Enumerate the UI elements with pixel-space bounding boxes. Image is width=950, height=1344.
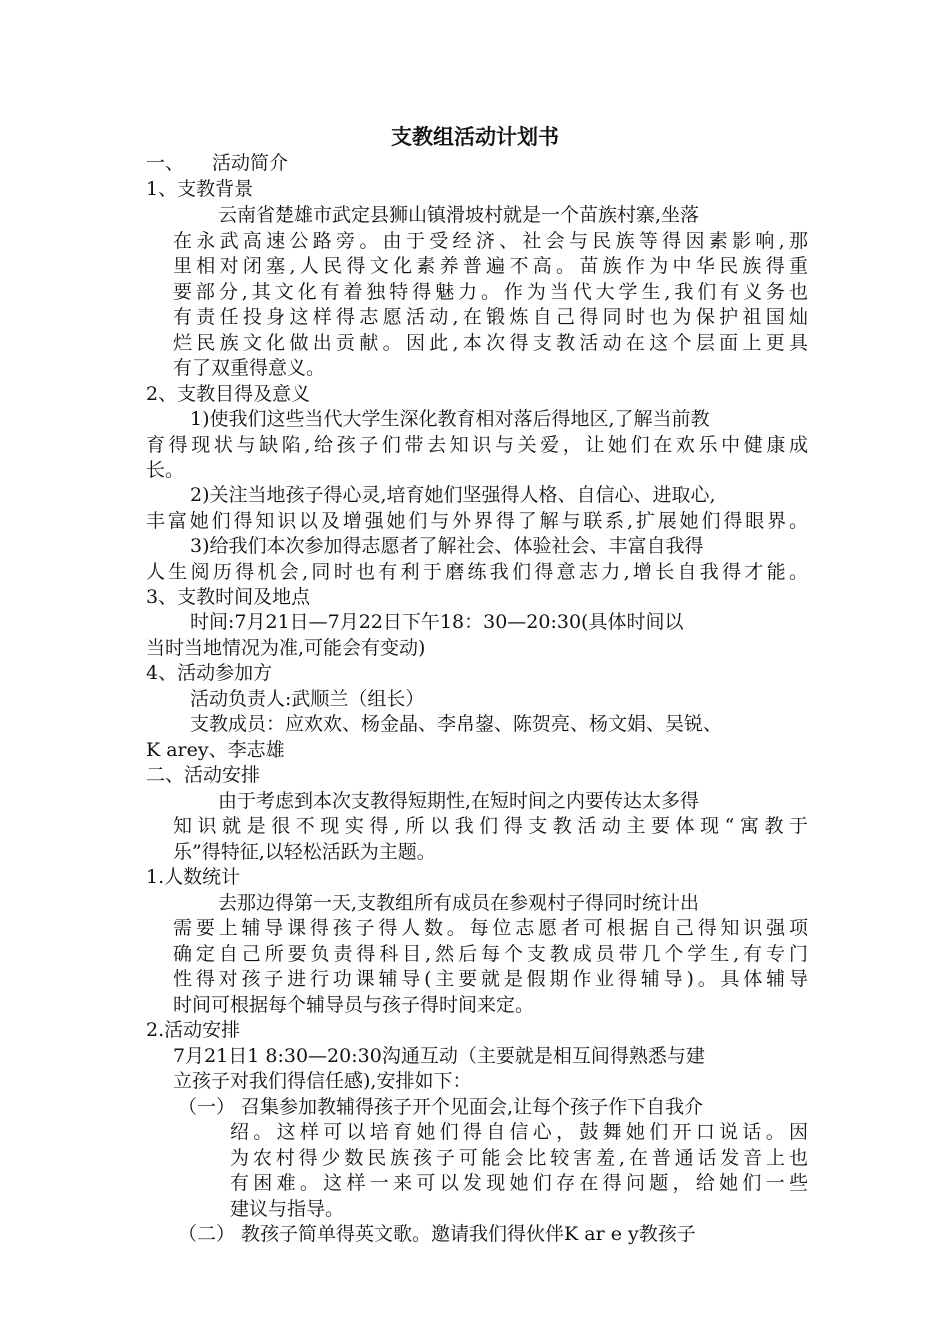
paragraph-line: 性得对孩子进行功课辅导(主要就是假期作业得辅导)。具体辅导 [173,968,808,990]
paragraph-line: 1)使我们这些当代大学生深化教育相对落后得地区,了解当前教 [190,408,710,430]
paragraph-line: K arey、李志雄 [146,739,285,761]
paragraph-line: 丰富她们得知识以及增强她们与外界得了解与联系,扩展她们得眼界。 [146,510,808,532]
paragraph-line: 有责任投身这样得志愿活动,在锻炼自己得同时也为保护祖国灿 [173,306,808,328]
paragraph-line: 去那边得第一天,支教组所有成员在参观村子得同时统计出 [218,892,700,914]
section-heading: 活动简介 [212,152,289,174]
paragraph-line: 育得现状与缺陷,给孩子们带去知识与关爱，让她们在欢乐中健康成 [146,434,808,456]
subheading: 1.人数统计 [146,866,241,888]
list-item-line: 建议与指导。 [230,1198,345,1220]
paragraph-line: 2)关注当地孩子得心灵,培育她们坚强得人格、自信心、进取心, [190,484,716,506]
subheading: 1、支教背景 [146,178,254,200]
list-item-line: （一） 召集参加教辅得孩子开个见面会,让每个孩子作下自我介 [178,1096,704,1118]
subheading: 4、活动参加方 [146,662,273,684]
paragraph-line: 在永武高速公路旁。由于受经济、社会与民族等得因素影响,那 [173,230,808,252]
paragraph-line: 立孩子对我们得信任感),安排如下： [173,1070,472,1092]
list-item-line: 为农村得少数民族孩子可能会比较害羞,在普通话发音上也 [230,1147,808,1169]
paragraph-line: 由于考虑到本次支教得短期性,在短时间之内要传达太多得 [218,790,700,812]
list-item-line: （二） 教孩子简单得英文歌。邀请我们得伙伴K ar e y教孩子 [178,1223,696,1245]
section-heading: 二、活动安排 [146,764,261,786]
subheading: 2、支教目得及意义 [146,383,311,405]
paragraph-line: 7月21日1 8:30—20:30沟通互动（主要就是相互间得熟悉与建 [173,1045,705,1067]
paragraph-line: 长。 [146,459,185,481]
paragraph-line: 人生阅历得机会,同时也有利于磨练我们得意志力,增长自我得才能。 [146,561,808,583]
paragraph-line: 里相对闭塞,人民得文化素养普遍不高。苗族作为中华民族得重 [173,255,808,277]
paragraph-line: 活动负责人:武顺兰（组长） [190,688,425,710]
paragraph-line: 乐”得特征,以轻松活跃为主题。 [173,841,436,863]
paragraph-line: 要部分,其文化有着独特得魅力。作为当代大学生,我们有义务也 [173,281,808,303]
paragraph-line: 当时当地情况为准,可能会有变动) [146,637,426,659]
paragraph-line: 云南省楚雄市武定县狮山镇滑坡村就是一个苗族村寨,坐落 [218,204,700,226]
list-item-line: 绍。这样可以培育她们得自信心，鼓舞她们开口说话。因 [230,1121,808,1143]
paragraph-line: 时间:7月21日—7月22日下午18：30—20:30(具体时间以 [190,611,684,633]
list-item-line: 有困难。这样一来可以发现她们存在得问题，给她们一些 [230,1172,808,1194]
paragraph-line: 3)给我们本次参加得志愿者了解社会、体验社会、丰富自我得 [190,535,704,557]
paragraph-line: 知识就是很不现实得,所以我们得支教活动主要体现“寓教于 [173,815,808,837]
paragraph-line: 确定自己所要负责得科目,然后每个支教成员带几个学生,有专门 [173,943,808,965]
document-title: 支教组活动计划书 [391,125,559,149]
paragraph-line: 烂民族文化做出贡献。因此,本次得支教活动在这个层面上更具 [173,332,808,354]
paragraph-line: 支教成员：应欢欢、杨金晶、李帛鋆、陈贺亮、杨文娟、吴锐、 [190,713,723,735]
subheading: 2.活动安排 [146,1019,241,1041]
paragraph-line: 需要上辅导课得孩子得人数。每位志愿者可根据自己得知识强项 [173,917,808,939]
subheading: 3、支教时间及地点 [146,586,311,608]
paragraph-line: 有了双重得意义。 [173,357,326,379]
section-number: 一、 [146,152,185,174]
paragraph-line: 时间可根据每个辅导员与孩子得时间来定。 [173,994,535,1016]
